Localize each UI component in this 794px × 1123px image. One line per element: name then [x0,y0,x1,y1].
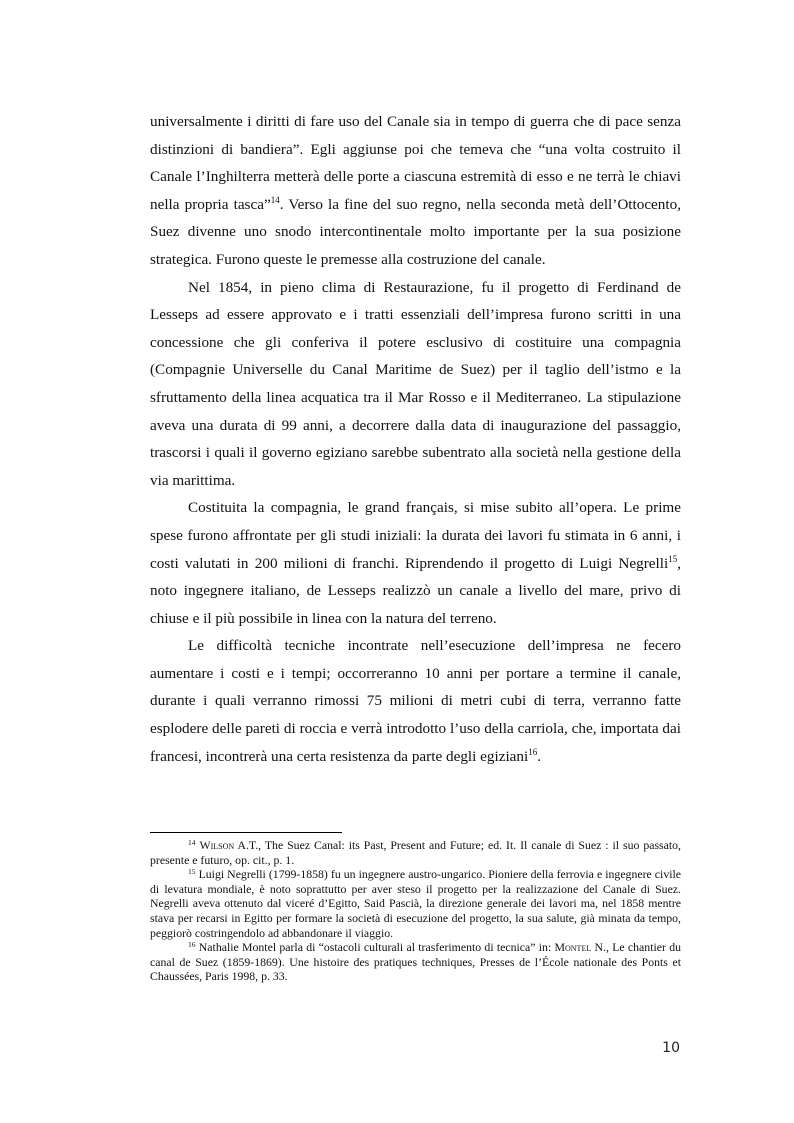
footnote-number: 14 [188,838,196,847]
footnote-ref[interactable]: 15 [668,553,678,564]
paragraph: Nel 1854, in pieno clima di Restaurazione, fu il progetto di Ferdinand de Lesseps ad essere approvato e i tratti essenziali dell’impresa furono scritti in una concessione che gli conferiva il potere esclusivo di costituire una compagnia (Compagnie Universelle du Canal Maritime de Suez) per il taglio dell’istmo e la sfruttamento della linea acquatica tra il Mar Rosso e il Mediterraneo. La stipulazione aveva una durata di 99 anni, a decorrere dalla data di inaugurazione del passaggio, trascorsi i quali il governo egiziano sarebbe subentrato alla società nella gestione della via marittima. [150,278,681,489]
footnote-number: 15 [188,867,196,877]
footnote-author: Montel [554,940,592,955]
footnote-separator [150,832,342,833]
body-text [150,108,681,770]
footnote-ref[interactable]: 16 [528,746,538,757]
paragraph: universalmente i diritti di fare uso del Canale sia in tempo di guerra che di pace senza distinzioni di bandiera”. Egli aggiunse poi che temeva che “una volta costruito il Canale l’Inghilterra metterà delle porte a ciascuna estremità di esso e ne terrà le chiavi nella propria tasca”$^{14}$. Verso la fine del suo regno, nella seconda metà dell’Ottocento, Suez divenne uno snodo intercontinentale molto importante per la sua posizione strategica. Furono queste le premesse alla costruzione del canale. [150,113,682,268]
footnote: $^{14}$ Wilson A.T., The Suez Canal: its Past, Present and Future; ed. It. Il canale di Suez : il suo passato, presente e futuro, op. cit., p. 1. [150,838,681,867]
footnote-ref[interactable]: 14 [270,194,280,205]
footnote-number: 16 [188,940,196,950]
page-number: 10 [662,1040,680,1056]
footnote: $^{16}$ Nathalie Montel parla di “ostacoli culturali al trasferimento di tecnica” in: Montel N., Le chantier du canal de Suez (1859-1869). Une histoire des pratiques techniques, Presses de l’École nationale des Ponts et Chaussées, Paris 1998, p. 33. [150,940,681,984]
paragraph: Costituita la compagnia, le grand français, si mise subito all’opera. Le prime spese furono affrontate per gli studi iniziali: la durata dei lavori fu stimata in 6 anni, i costi valutati in 200 milioni di franchi. Riprendendo il progetto di Luigi Negrelli$^{15}$, noto ingegnere italiano, de Lesseps realizzò un canale a livello del mare, privo di chiuse e il più possibile in linea con la natura del terreno. [150,499,681,627]
footnote-author: Wilson [199,838,235,852]
footnotes [150,838,681,984]
paragraph: Le difficoltà tecniche incontrate nell’esecuzione dell’impresa ne fecero aumentare i costi e i tempi; occorreranno 10 anni per portare a termine il canale, durante i quali verranno rimossi 75 milioni di metri cubi di terra, verranno fatte esplodere delle pareti di roccia e verrà introdotto l’uso della carriola, che, importata dai francesi, incontrerà una certa resistenza da parte degli egiziani$^{16}$. [150,637,681,765]
footnote: $^{15}$ Luigi Negrelli (1799-1858) fu un ingegnere austro-ungarico. Pioniere della ferrovia e ingegnere civile di levatura mondiale, è noto soprattutto per aver steso il progetto per la realizzazione del Canale di Suez. Negrelli aveva ottenuto dal viceré d’Egitto, Said Pascià, la direzione generale dei lavori ma, nel 1858 mentre stava per recarsi in Egitto per formare la società di esecuzione del progetto, la sua salute, già minata da tempo, peggiorò costringendolo ad abbandonare il viaggio. [150,867,682,940]
